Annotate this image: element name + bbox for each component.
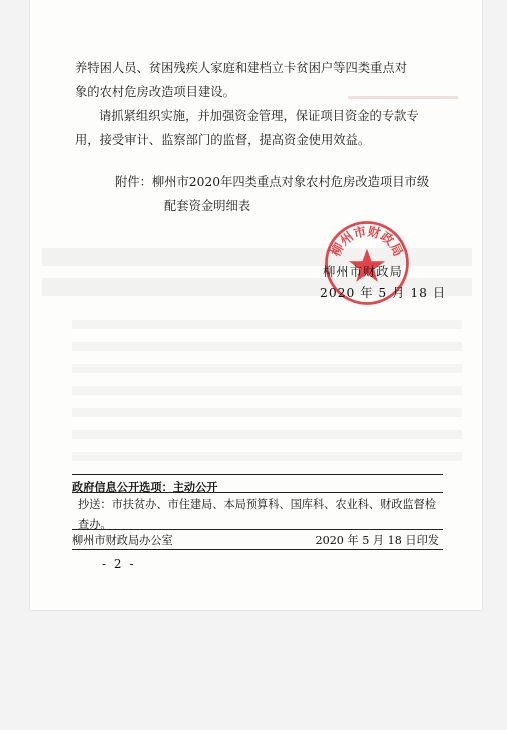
paragraph-1-line-2: 象的农村危房改造项目建设。 [75, 85, 235, 99]
page-number: - 2 - [102, 557, 136, 571]
office-line [72, 532, 443, 548]
paragraph-2: 请抓紧组织实施，并加强资金管理，保证项目资金的专款专用，接受审计、监察部门的监督，提高资金使用效益。 [75, 109, 419, 147]
issuing-office: 柳州市财政局办公室 [72, 534, 173, 547]
signature-date: 2020 年 5 月 18 日 [320, 286, 447, 300]
paragraph-1-line-1: 养特困人员、贫困残疾人家庭和建档立卡贫困户等四类重点对 [75, 61, 408, 75]
attachment-line-2: 配套资金明细表 [164, 199, 251, 213]
footer-rule [72, 529, 443, 530]
disclosure-option: 政府信息公开选项：主动公开 [72, 480, 218, 494]
document-page [30, 0, 482, 610]
footer-rule-bottom [72, 549, 443, 550]
attachment-line-1: 附件：柳州市2020年四类重点对象农村危房改造项目市级 [115, 175, 430, 189]
paragraph-1 [75, 56, 435, 104]
cc-list: 抄送：市扶贫办、市住建局、本局预算科、国库科、农业科、财政监督检查办。 [78, 498, 437, 531]
svg-text:柳州市财政局: 柳州市财政局 [327, 223, 407, 259]
footer-rule [72, 492, 443, 493]
signature-org: 柳州市财政局 [323, 265, 403, 279]
bleed-body-block [72, 320, 462, 470]
footer-rule-top [72, 474, 443, 475]
attachment-note [115, 170, 445, 218]
print-date: 2020 年 5 月 18 日印发 [315, 534, 439, 547]
